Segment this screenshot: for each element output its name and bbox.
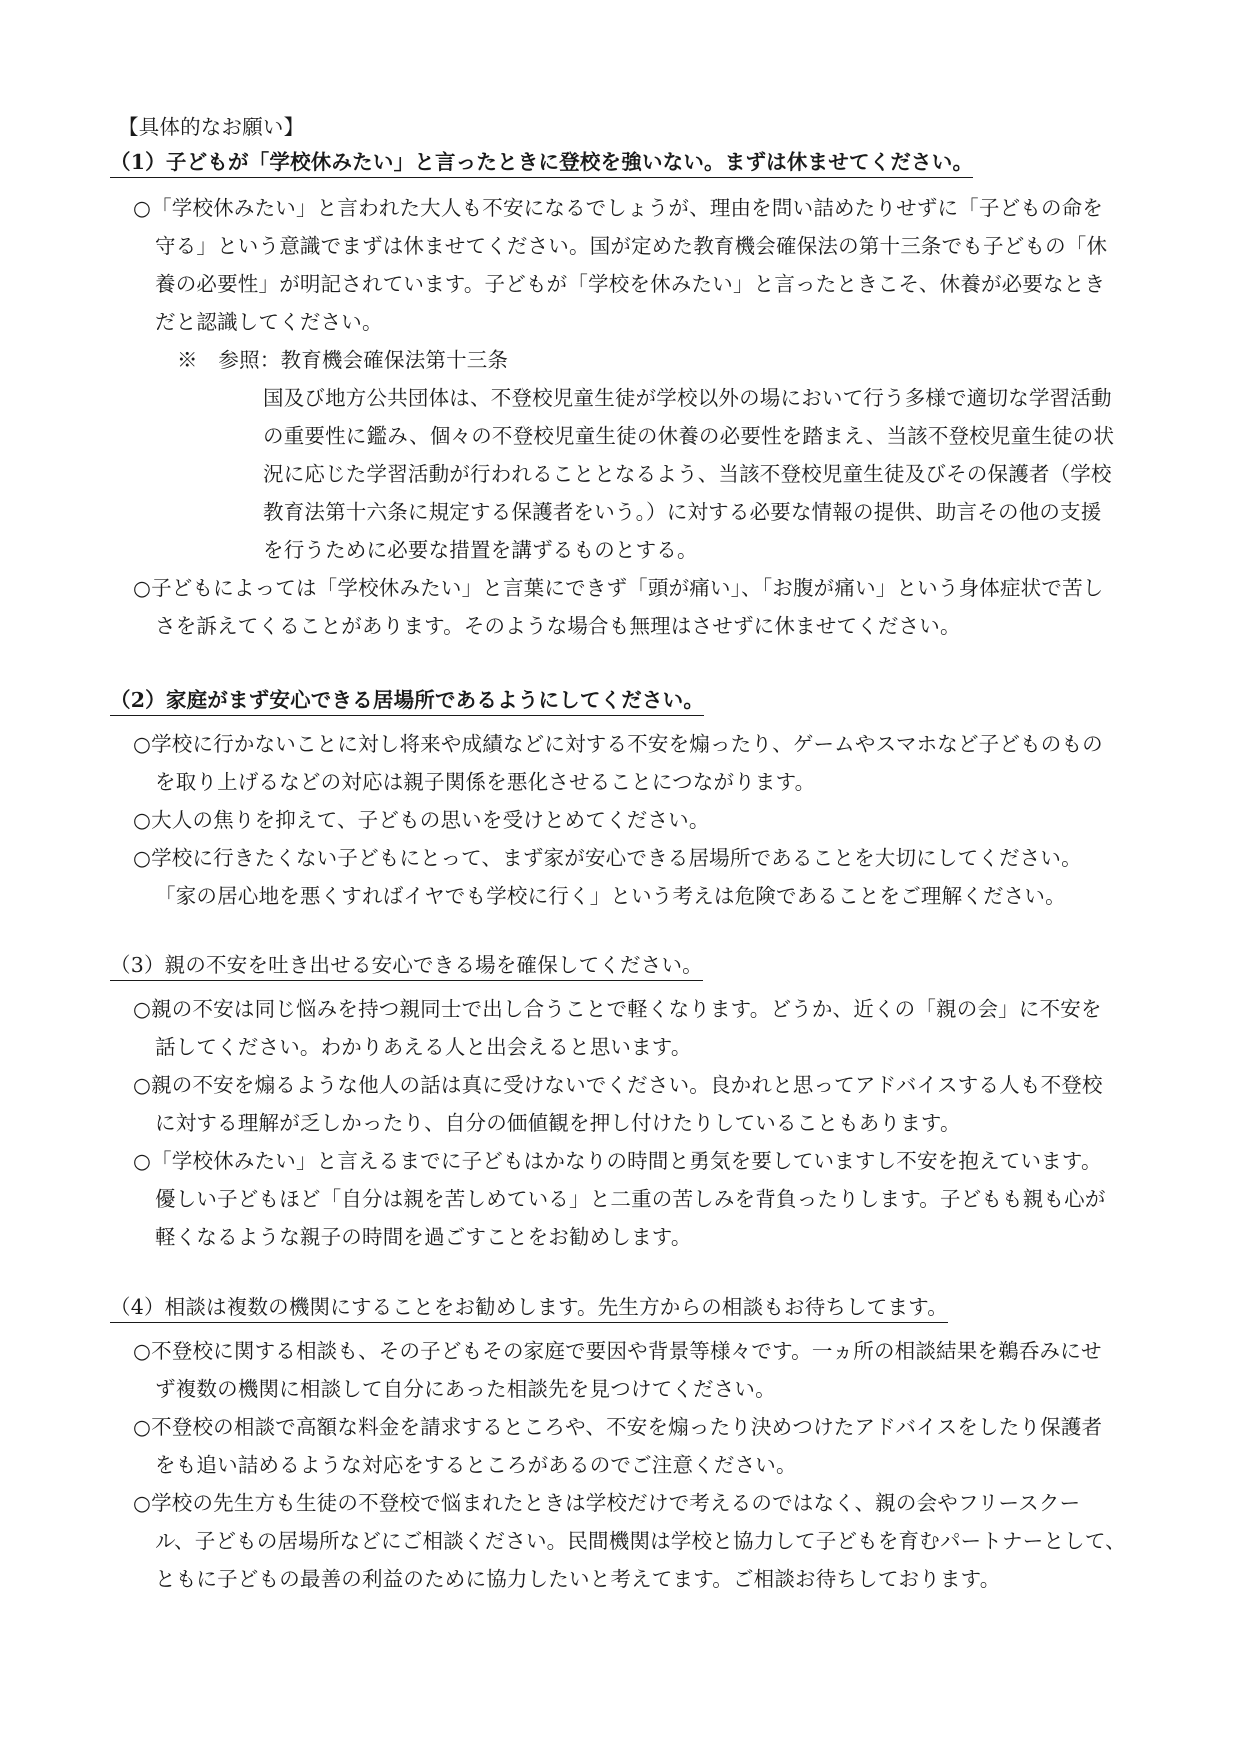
section-1-line: 養の必要性」が明記されています。子どもが「学校を休みたい」と言ったときこそ、休養が必要なとき: [155, 272, 1106, 296]
section-4-line: ル、子どもの居場所などにご相談ください。民間機関は学校と協力して子どもを育むパートナーとして、: [155, 1529, 1126, 1553]
section-1-line: さを訴えてくることがあります。そのような場合も無理はさせずに休ませてください。: [155, 614, 961, 638]
reference-note-line: 国及び地方公共団体は、不登校児童生徒が学校以外の場において行う多様で適切な学習活動: [263, 386, 1112, 410]
section-2-line: 「家の居心地を悪くすればイヤでも学校に行く」という考えは危険であることをご理解ください。: [155, 884, 1066, 908]
section-2-line: ○学校に行きたくない子どもにとって、まず家が安心できる居場所であることを大切にしてください。: [133, 846, 1082, 870]
section-1-line: 守る」という意識でまずは休ませてください。国が定めた教育機会確保法の第十三条でも子どもの「休: [155, 234, 1108, 258]
section-1-line: ○「学校休みたい」と言われた大人も不安になるでしょうが、理由を問い詰めたりせずに「子どもの命を: [133, 196, 1104, 220]
section-4-line: ○学校の先生方も生徒の不登校で悩まれたときは学校だけで考えるのではなく、親の会やフリースクー: [133, 1491, 1081, 1515]
reference-note-line: 教育法第十六条に規定する保護者をいう。）に対する必要な情報の提供、助言その他の支援: [263, 500, 1102, 524]
section-3-line: 優しい子どもほど「自分は親を苦しめている」と二重の苦しみを背負ったりします。子どもも親も心が: [155, 1187, 1106, 1211]
section-1-line: だと認識してください。: [155, 310, 383, 334]
reference-note-line: を行うために必要な措置を講ずるものとする。: [263, 538, 698, 562]
section-3-heading: （3）親の不安を吐き出せる安心できる場を確保してください。: [110, 951, 703, 981]
document-header: 【具体的なお願い】: [118, 115, 305, 139]
section-3-line: ○「学校休みたい」と言えるまでに子どもはかなりの時間と勇気を要していますし不安を抱えています。: [133, 1149, 1102, 1173]
section-4-line: ○不登校に関する相談も、その子どもその家庭で要因や背景等様々です。一ヵ所の相談結果を鵜呑みにせ: [133, 1339, 1102, 1363]
section-4-line: をも追い詰めるような対応をするところがあるのでご注意ください。: [155, 1453, 797, 1477]
section-1-heading: （1）子どもが「学校休みたい」と言ったときに登校を強いない。まずは休ませてください。: [110, 148, 973, 178]
section-3-line: 話してください。わかりあえる人と出会えると思います。: [155, 1035, 692, 1059]
section-4-line: ともに子どもの最善の利益のために協力したいと考えてます。ご相談お待ちしております。: [155, 1567, 1001, 1591]
section-4-line: ず複数の機関に相談して自分にあった相談先を見つけてください。: [155, 1377, 776, 1401]
section-2-heading: （2）家庭がまず安心できる居場所であるようにしてください。: [110, 686, 704, 716]
section-3-line: ○親の不安は同じ悩みを持つ親同士で出し合うことで軽くなります。どうか、近くの「親の会」に不安を: [133, 997, 1102, 1021]
section-3-line: 軽くなるような親子の時間を過ごすことをお勧めします。: [155, 1225, 692, 1249]
section-3-line: に対する理解が乏しかったり、自分の価値観を押し付けたりしていることもあります。: [155, 1111, 961, 1135]
section-2-line: を取り上げるなどの対応は親子関係を悪化させることにつながります。: [155, 770, 816, 794]
reference-note-line: 況に応じた学習活動が行われることとなるよう、当該不登校児童生徒及びその保護者（学校: [263, 462, 1112, 486]
section-2-line: ○学校に行かないことに対し将来や成績などに対する不安を煽ったり、ゲームやスマホなど子どものもの: [133, 732, 1103, 756]
section-1-line: ○子どもによっては「学校休みたい」と言葉にできず「頭が痛い」、「お腹が痛い」という身体症状で苦し: [133, 576, 1104, 600]
reference-note-line: の重要性に鑑み、個々の不登校児童生徒の休養の必要性を踏まえ、当該不登校児童生徒の状: [263, 424, 1115, 448]
reference-note-title: ※ 参照：教育機会確保法第十三条: [177, 348, 509, 372]
section-3-line: ○親の不安を煽るような他人の話は真に受けないでください。良かれと思ってアドバイスする人も不登校: [133, 1073, 1103, 1097]
section-4-heading: （4）相談は複数の機関にすることをお勧めします。先生方からの相談もお待ちしてます。: [110, 1293, 948, 1323]
section-2-line: ○大人の焦りを抑えて、子どもの思いを受けとめてください。: [133, 808, 710, 832]
section-4-line: ○不登校の相談で高額な料金を請求するところや、不安を煽ったり決めつけたアドバイスをしたり保護者: [133, 1415, 1103, 1439]
